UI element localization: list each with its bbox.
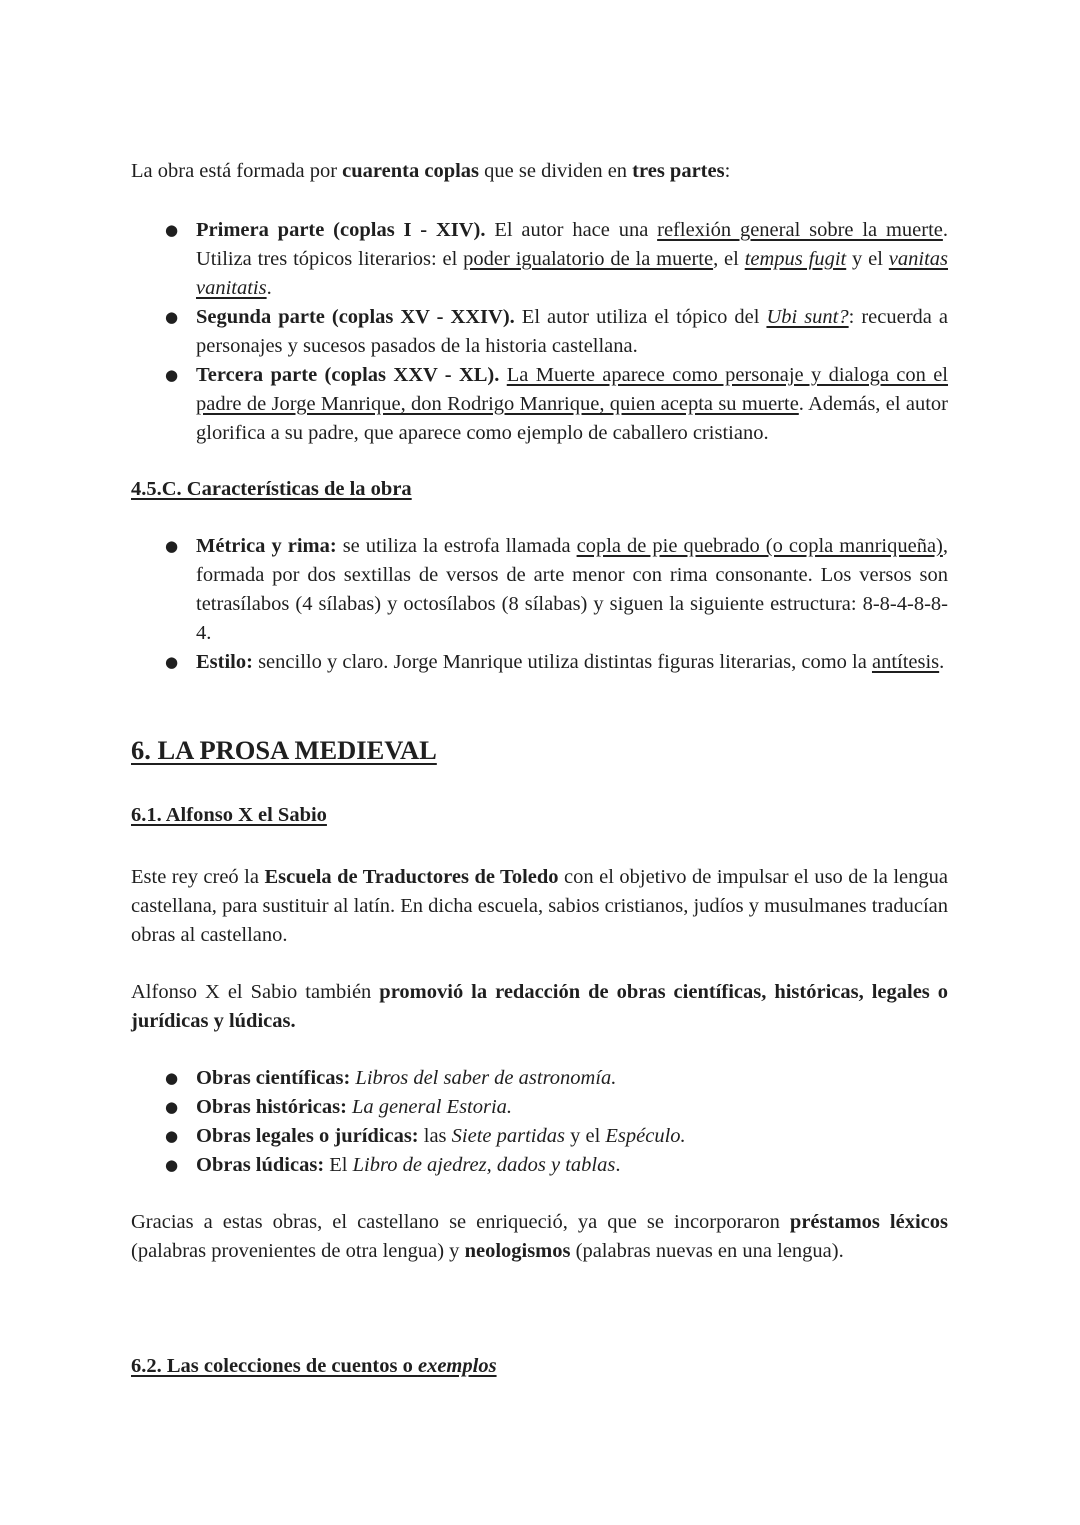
partes-list — [131, 216, 948, 448]
intro-paragraph: La obra está formada por cuarenta coplas que se dividen en tres partes: — [131, 160, 731, 182]
paragraph-escuela-traductores: Este rey creó la Escuela de Traductores de Toledo con el objetivo de impulsar el uso de la lengua castellana, para sustituir al latín. En dicha escuela, sabios cristianos, judíos y musulmanes traducían obras al castellano. — [131, 866, 949, 946]
list-item-segunda-parte: ● Segunda parte (coplas XV - XXIV). El autor utiliza el tópico del Ubi sunt?: recuerda a personajes y sucesos pasados de la historia castellana. — [131, 303, 948, 361]
list-item-obras-cientificas: ● Obras científicas: Libros del saber de astronomía. — [131, 1064, 948, 1093]
list-item-obras-ludicas: ● Obras lúdicas: El Libro de ajedrez, dados y tablas. — [131, 1151, 948, 1180]
list-item-primera-parte: ● Primera parte (coplas I - XIV). El autor hace una reflexión general sobre la muerte. Utiliza tres tópicos literarios: el poder igualatorio de la muerte, el tempus fugit y el vanitas vanitatis. — [131, 216, 948, 303]
list-item-metrica: ● Métrica y rima: se utiliza la estrofa llamada copla de pie quebrado (o copla manriqueña), formada por dos sextillas de versos de arte menor con rima consonante. Los versos son tetrasílabos (4 sílabas) y octosílabos (8 sílabas) y siguen la siguiente estructura: 8-8-4-8-8-4. — [131, 532, 948, 648]
caracteristicas-list — [131, 532, 948, 677]
chapter-heading-prosa: 6. LA PROSA MEDIEVAL — [131, 735, 437, 765]
section-title-alfonso: 6.1. Alfonso X el Sabio — [131, 804, 327, 826]
list-item-estilo: ● Estilo: sencillo y claro. Jorge Manrique utiliza distintas figuras literarias, como la antítesis. — [131, 648, 948, 677]
paragraph-promovio: Alfonso X el Sabio también promovió la redacción de obras científicas, históricas, legales o jurídicas y lúdicas. — [131, 981, 948, 1032]
section-title-colecciones: 6.2. Las colecciones de cuentos o exemplos — [131, 1355, 497, 1377]
list-item-obras-historicas: ● Obras históricas: La general Estoria. — [131, 1093, 948, 1122]
paragraph-prestamos: Gracias a estas obras, el castellano se enriqueció, ya que se incorporaron préstamos léxicos (palabras provenientes de otra lengua) y neologismos (palabras nuevas en una lengua). — [131, 1211, 948, 1262]
obras-list — [131, 1064, 948, 1180]
list-item-obras-legales: ● Obras legales o jurídicas: las Siete partidas y el Espéculo. — [131, 1122, 948, 1151]
list-item-tercera-parte: ● Tercera parte (coplas XXV - XL). La Muerte aparece como personaje y dialoga con el padre de Jorge Manrique, don Rodrigo Manrique, quien acepta su muerte. Además, el autor glorifica a su padre, que aparece como ejemplo de caballero cristiano. — [131, 361, 948, 448]
section-title-caracteristicas: 4.5.C. Características de la obra — [131, 478, 412, 500]
